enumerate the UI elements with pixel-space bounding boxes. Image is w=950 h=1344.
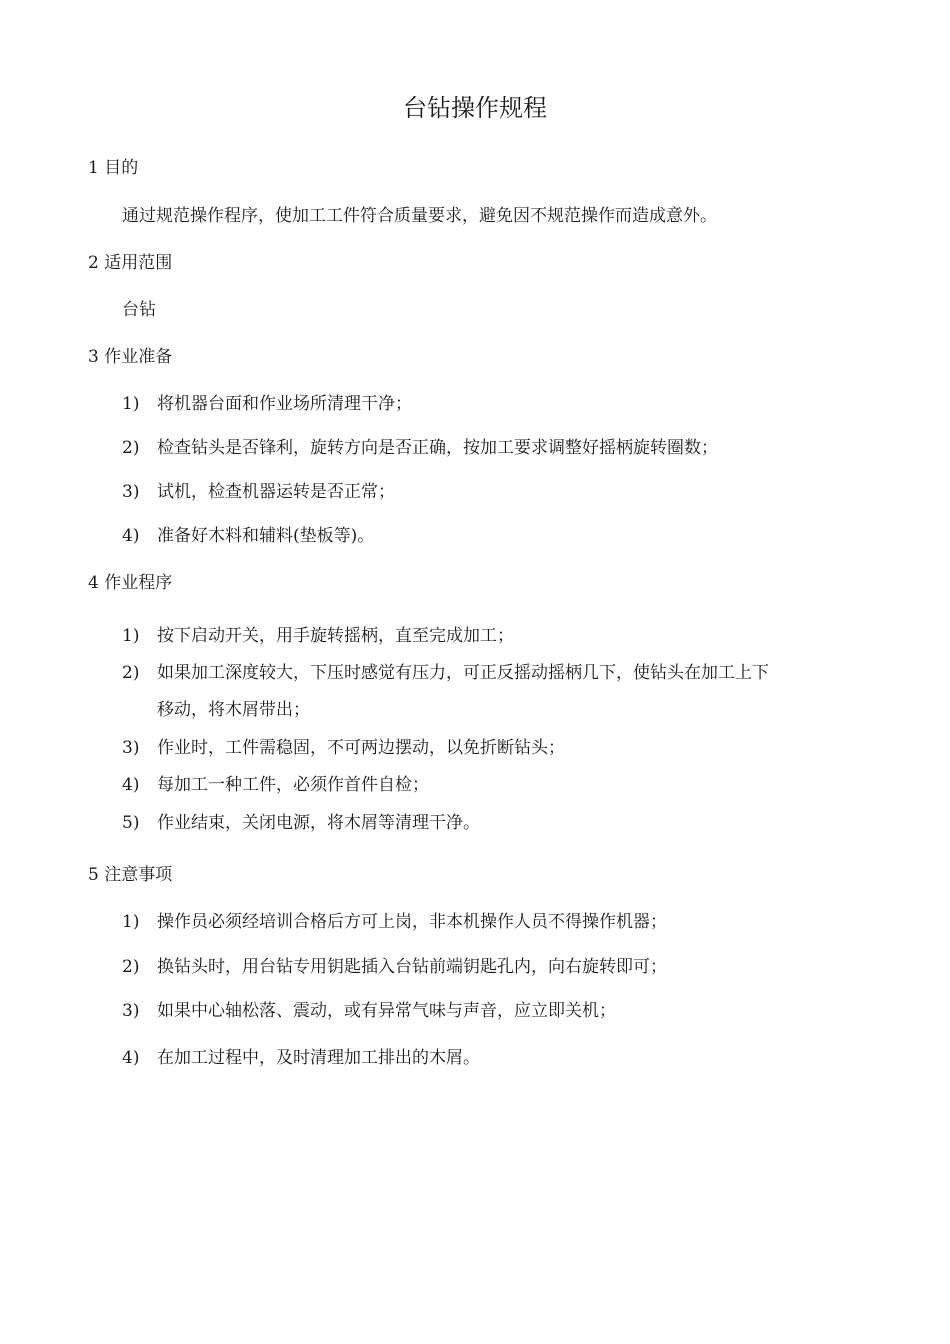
list-item-number: 4)	[122, 1048, 140, 1068]
list-item-text: 准备好木料和辅料(垫板等)。	[157, 526, 375, 546]
section-heading-scope: 2 适用范围	[88, 253, 173, 273]
list-item-number: 5)	[122, 813, 140, 833]
list-item-text: 作业时，工件需稳固，不可两边摆动，以免折断钻头；	[157, 738, 565, 758]
list-item-text: 将机器台面和作业场所清理干净；	[157, 394, 412, 414]
section-body-scope: 台钻	[122, 300, 156, 320]
list-item-number: 4)	[122, 775, 140, 795]
section-body-purpose: 通过规范操作程序，使加工工件符合质量要求，避免因不规范操作而造成意外。	[122, 206, 717, 226]
list-item-text-continuation: 移动，将木屑带出；	[157, 700, 310, 720]
list-item-number: 1)	[122, 912, 140, 932]
list-item-number: 3)	[122, 1001, 140, 1021]
list-item-text: 操作员必须经培训合格后方可上岗，非本机操作人员不得操作机器；	[157, 912, 667, 932]
list-item-number: 4)	[122, 526, 140, 546]
list-item-number: 3)	[122, 738, 140, 758]
list-item-text: 如果中心轴松落、震动，或有异常气味与声音，应立即关机；	[157, 1001, 616, 1021]
page-title: 台钻操作规程	[403, 94, 547, 122]
list-item-text: 检查钻头是否锋利，旋转方向是否正确，按加工要求调整好摇柄旋转圈数；	[157, 438, 718, 458]
list-item-text: 在加工过程中，及时清理加工排出的木屑。	[157, 1048, 480, 1068]
list-item-number: 2)	[122, 663, 140, 683]
list-item-text: 按下启动开关，用手旋转摇柄，直至完成加工；	[157, 626, 514, 646]
list-item-text: 作业结束，关闭电源，将木屑等清理干净。	[157, 813, 480, 833]
list-item-number: 2)	[122, 957, 140, 977]
list-item-text: 如果加工深度较大，下压时感觉有压力，可正反摇动摇柄几下，使钻头在加工上下	[157, 663, 769, 683]
list-item-number: 1)	[122, 626, 140, 646]
section-heading-purpose: 1 目的	[88, 158, 139, 178]
list-item-number: 2)	[122, 438, 140, 458]
section-heading-precautions: 5 注意事项	[88, 865, 173, 885]
list-item-text: 每加工一种工件，必须作首件自检；	[157, 775, 429, 795]
section-heading-preparation: 3 作业准备	[88, 347, 173, 367]
section-heading-procedure: 4 作业程序	[88, 573, 173, 593]
list-item-number: 1)	[122, 394, 140, 414]
list-item-number: 3)	[122, 482, 140, 502]
list-item-text: 换钻头时，用台钻专用钥匙插入台钻前端钥匙孔内，向右旋转即可；	[157, 957, 667, 977]
list-item-text: 试机，检查机器运转是否正常；	[157, 482, 395, 502]
